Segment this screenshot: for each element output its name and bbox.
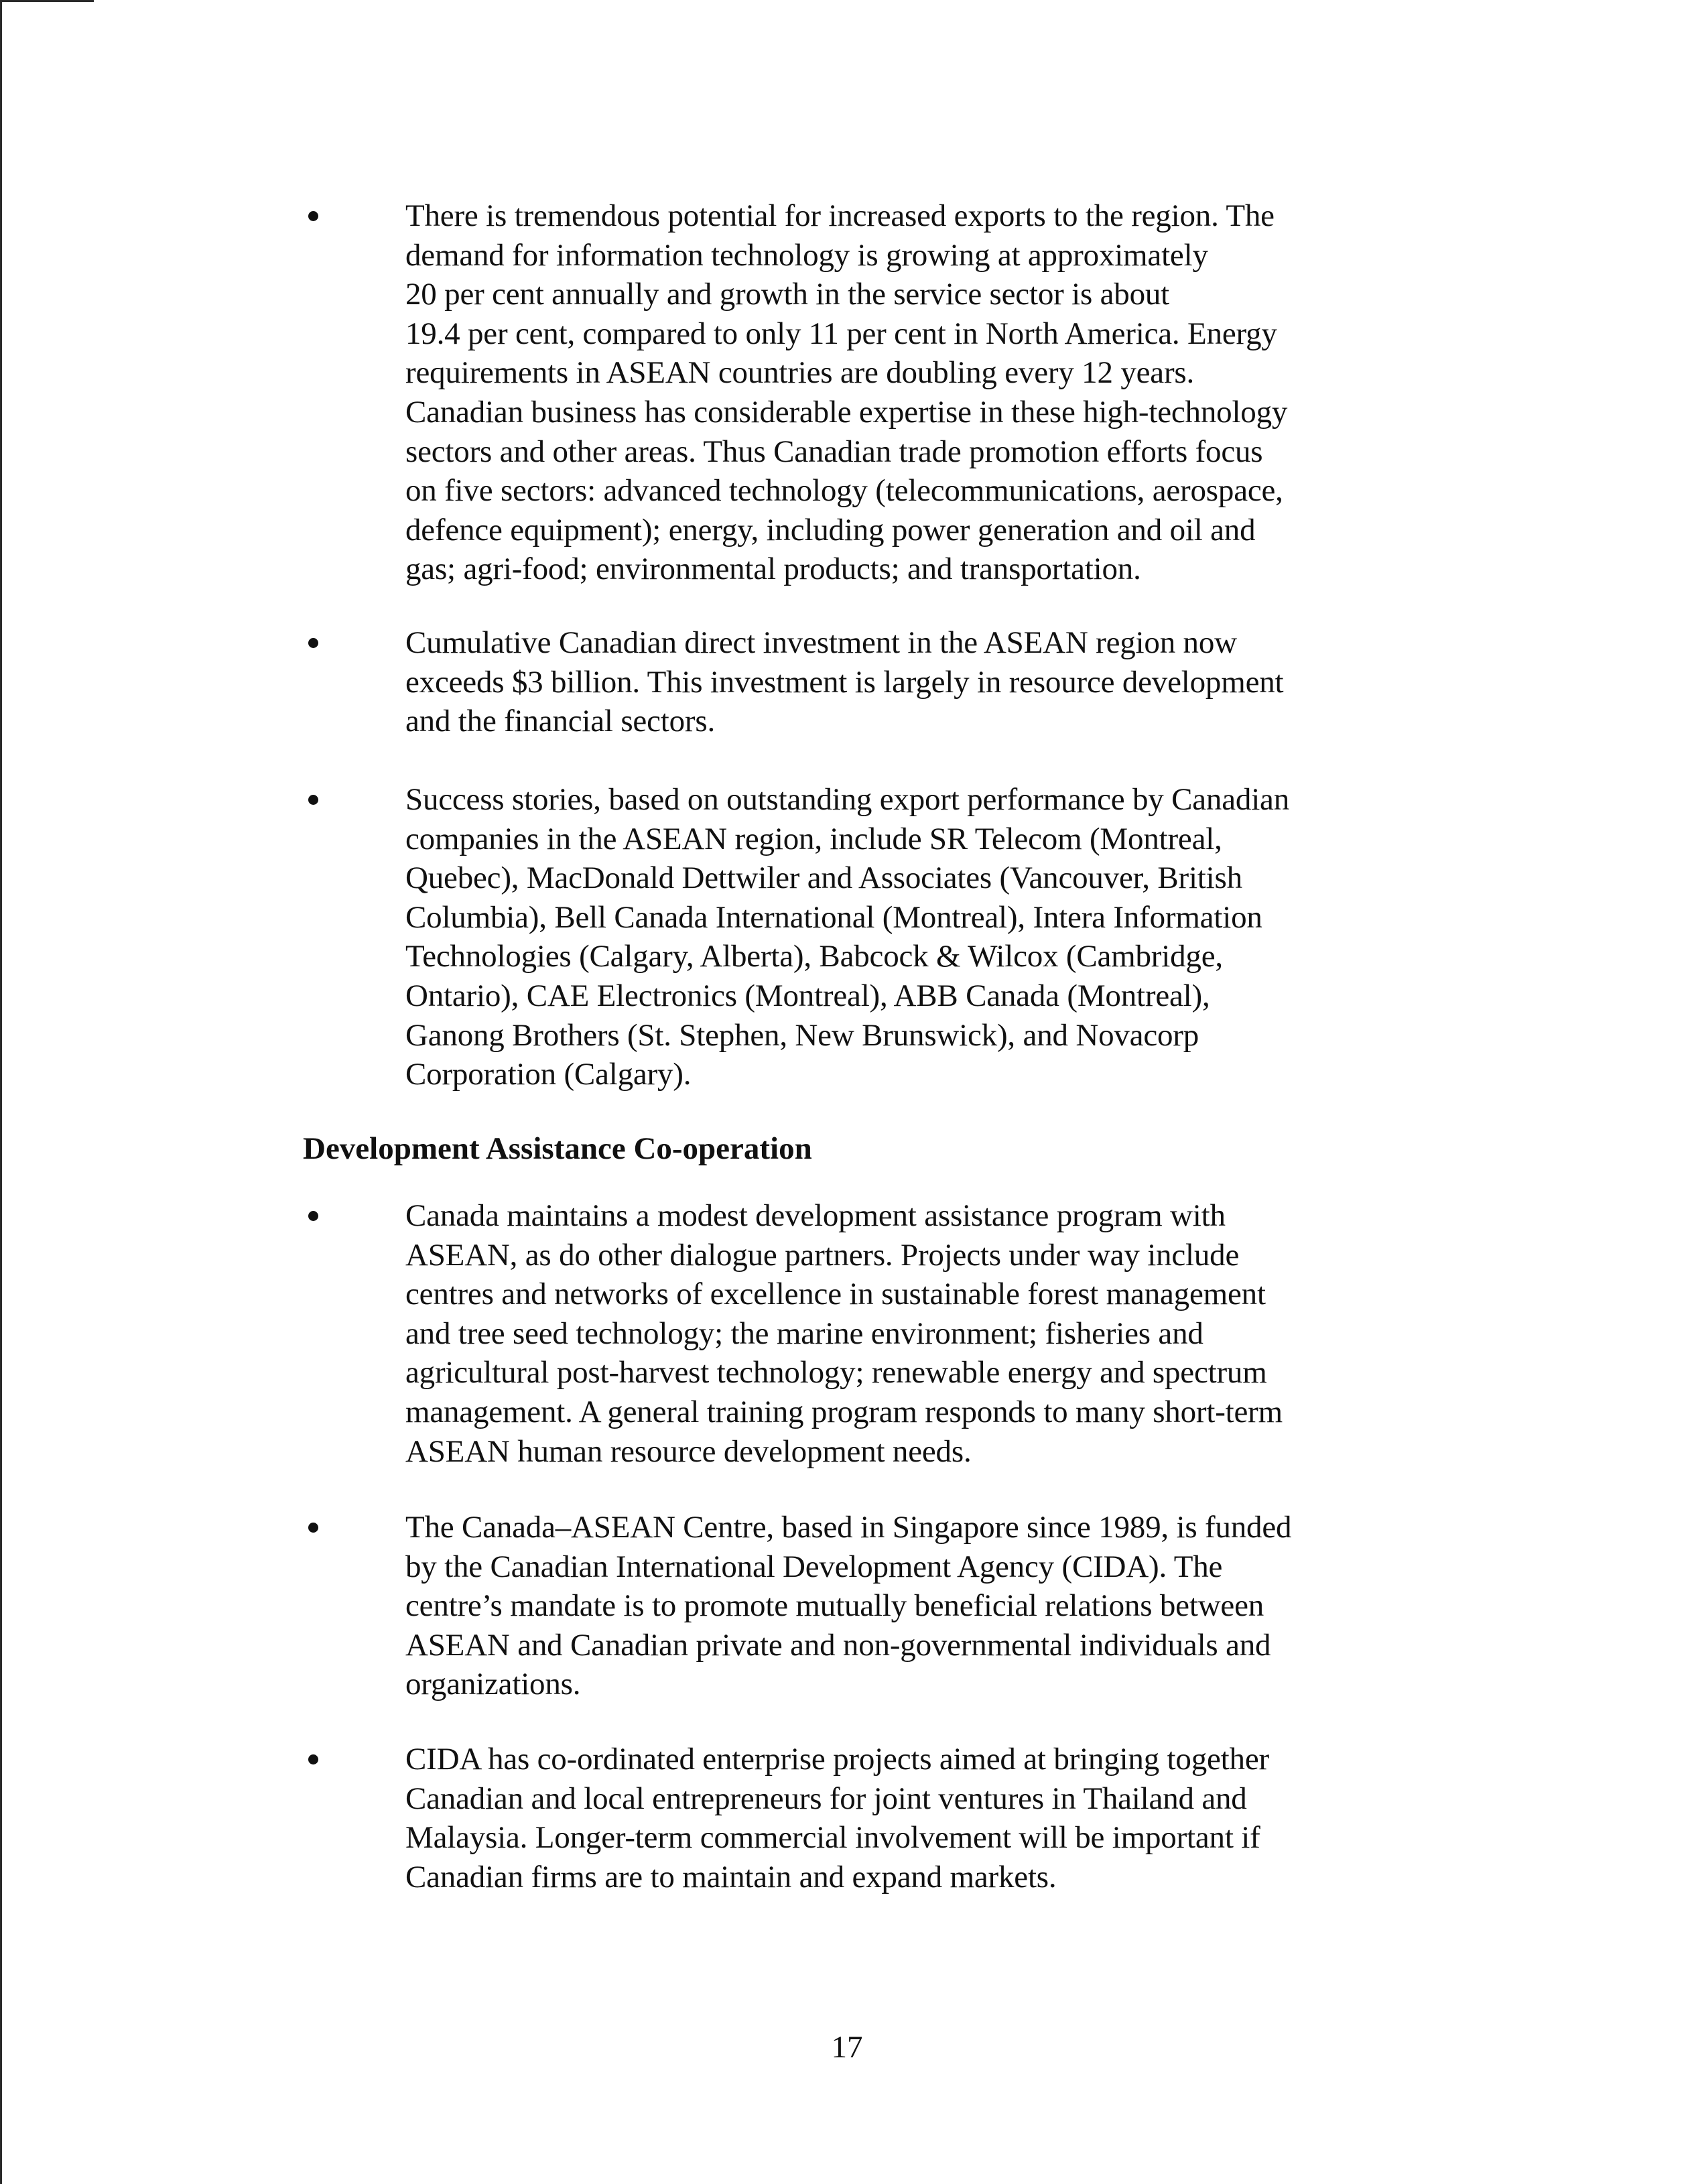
paragraph-development-program <box>405 1196 1437 1471</box>
text-line: and tree seed technology; the marine environment; fisheries and <box>405 1315 1203 1351</box>
text-line: on five sectors: advanced technology (telecommunications, aerospace, <box>405 473 1283 509</box>
paragraph-cida-projects <box>405 1740 1437 1897</box>
bullet-icon <box>308 1754 327 1773</box>
text-line: centres and networks of excellence in sustainable forest management <box>405 1277 1266 1312</box>
text-line: Canadian firms are to maintain and expand markets. <box>405 1859 1057 1894</box>
text-line: defence equipment); energy, including power generation and oil and <box>405 512 1256 548</box>
bullet-icon <box>308 211 327 230</box>
text-line: management. A general training program responds to many short-term <box>405 1394 1283 1429</box>
text-line: Quebec), MacDonald Dettwiler and Associates (Vancouver, British <box>405 860 1242 896</box>
scan-edge-top <box>0 0 94 2</box>
scan-edge-left <box>0 0 2 2184</box>
text-line: sectors and other areas. Thus Canadian trade promotion efforts focus <box>405 434 1263 469</box>
text-line: Technologies (Calgary, Alberta), Babcock & Wilcox (Cambridge, <box>405 939 1223 974</box>
section-heading: Development Assistance Co-operation <box>303 1131 812 1166</box>
page-number: 17 <box>831 2030 863 2065</box>
text-line: Canadian business has considerable expertise in these high-technology <box>405 394 1288 430</box>
text-line: and the financial sectors. <box>405 704 716 739</box>
text-line: companies in the ASEAN region, include SR Telecom (Montreal, <box>405 821 1222 856</box>
text-line: organizations. <box>405 1667 581 1702</box>
text-line: 19.4 per cent, compared to only 11 per cent in North America. Energy <box>405 316 1277 351</box>
text-line: gas; agri-food; environmental products; and transportation. <box>405 552 1141 587</box>
text-line: Columbia), Bell Canada International (Montreal), Intera Information <box>405 899 1262 935</box>
text-line: exceeds $3 billion. This investment is largely in resource development <box>405 664 1284 700</box>
text-line: ASEAN, as do other dialogue partners. Projects under way include <box>405 1237 1240 1273</box>
text-line: The Canada–ASEAN Centre, based in Singapore since 1989, is funded <box>405 1510 1292 1545</box>
text-line: 20 per cent annually and growth in the service sector is about <box>405 277 1170 312</box>
text-line: CIDA has co-ordinated enterprise projects aimed at bringing together <box>405 1742 1269 1777</box>
text-line: Ganong Brothers (St. Stephen, New Brunswick), and Novacorp <box>405 1017 1199 1053</box>
paragraph-success-stories <box>405 780 1437 1094</box>
text-line: Cumulative Canadian direct investment in the ASEAN region now <box>405 625 1237 660</box>
bullet-icon <box>308 1211 327 1230</box>
text-line: Canadian and local entrepreneurs for joint ventures in Thailand and <box>405 1781 1247 1816</box>
bullet-icon <box>308 638 327 657</box>
bullet-icon <box>308 795 327 814</box>
text-line: requirements in ASEAN countries are doubling every 12 years. <box>405 355 1195 391</box>
text-line: ASEAN and Canadian private and non-governmental individuals and <box>405 1627 1271 1663</box>
bullet-icon <box>308 1523 327 1541</box>
text-line: by the Canadian International Development Agency (CIDA). The <box>405 1549 1223 1584</box>
text-line: agricultural post-harvest technology; renewable energy and spectrum <box>405 1355 1267 1391</box>
text-line: Corporation (Calgary). <box>405 1057 692 1092</box>
text-line: Malaysia. Longer-term commercial involvement will be important if <box>405 1820 1260 1856</box>
text-line: There is tremendous potential for increased exports to the region. The <box>405 198 1275 233</box>
text-line: Canada maintains a modest development assistance program with <box>405 1198 1226 1233</box>
text-line: centre’s mandate is to promote mutually beneficial relations between <box>405 1588 1264 1624</box>
text-line: Ontario), CAE Electronics (Montreal), ABB Canada (Montreal), <box>405 978 1210 1013</box>
paragraph-canada-asean-centre <box>405 1508 1437 1704</box>
paragraph-investment <box>405 623 1437 741</box>
text-line: demand for information technology is growing at approximately <box>405 237 1208 273</box>
text-line: ASEAN human resource development needs. <box>405 1433 972 1469</box>
paragraph-exports <box>405 196 1437 589</box>
text-line: Success stories, based on outstanding export performance by Canadian <box>405 782 1290 817</box>
